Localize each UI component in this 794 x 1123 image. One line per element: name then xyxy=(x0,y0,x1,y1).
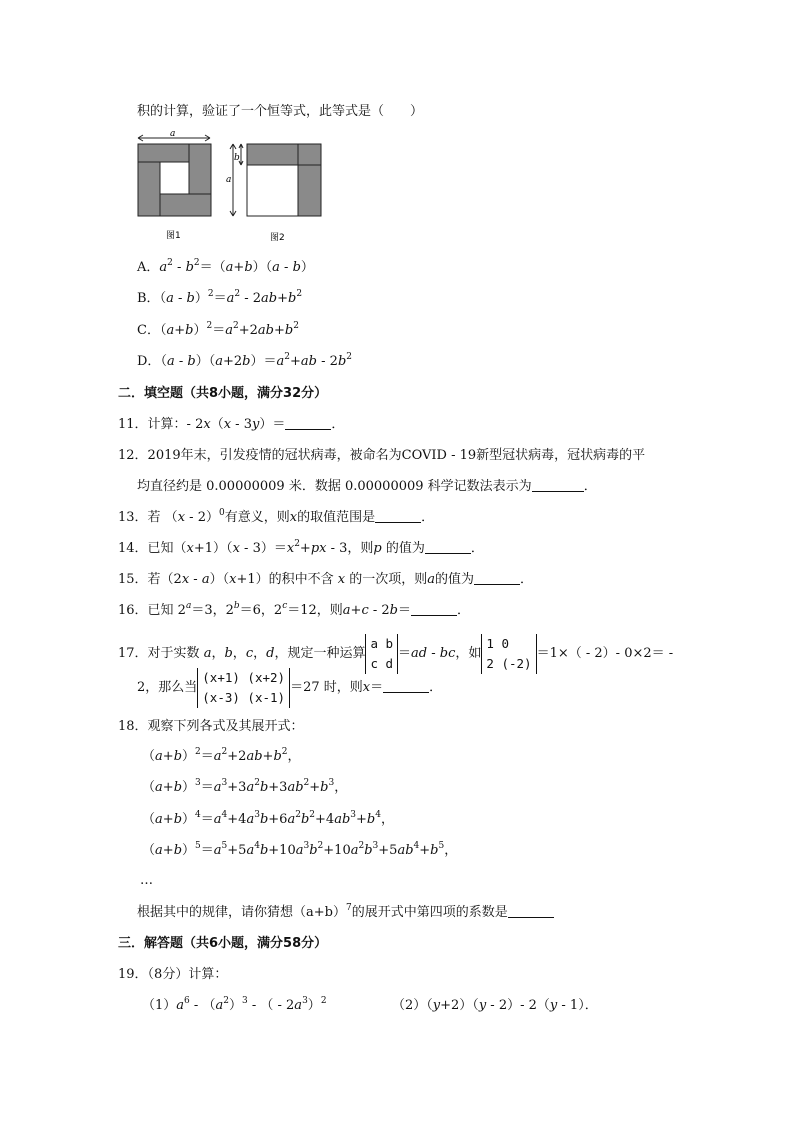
det-question: (x+1) (x+2) (x-3) (x-1) xyxy=(197,668,290,708)
section-3-heading: 三．解答题（共6小题，满分58分） xyxy=(118,936,328,951)
figure-2 xyxy=(224,130,324,245)
question-14: 14．已知$(x+1)(x - 3)=x^2+px - 3$，则p 的值为 ． xyxy=(118,539,484,556)
question-13: 13．若 （x - 2）$^0$有意义，则x的取值范围是 ． xyxy=(118,508,435,525)
question-19-title: 19．（8分）计算： xyxy=(118,967,228,982)
fig1-caption: 图1 xyxy=(166,231,181,241)
question-19-part1: $(1)a^6 - (a^2)^3$ - （ - $2a^3)^2$ xyxy=(142,996,327,1013)
question-16: 16．已知 $2^a=3$，$2^b=6$，$2^c=12$，则a+c - 2b＝ ． xyxy=(118,601,471,618)
expansion-5: $(a+b)^5=a^5+5a^4b+10a^3b^2+10a^2b^3+5ab^4+b^5$， xyxy=(142,841,458,858)
expansion-3: $(a+b)^3=a^3+3a^2b+3ab^2+b^3$， xyxy=(142,778,348,795)
question-12-line1: 12．2019年末，引发疫情的冠状病毒，被命名为COVID - 19新型冠状病毒，冠状病毒的平 xyxy=(118,448,646,463)
question-intro-line: 积的计算，验证了一个恒等式，此等式是（ ） xyxy=(137,104,424,119)
option-c: C．$(a+b)^2=a^2+2ab+b^2$ xyxy=(137,321,299,338)
fig1-dim-a: a xyxy=(170,130,176,139)
ellipsis: … xyxy=(140,873,153,888)
fig2-dim-b: b xyxy=(234,153,240,163)
fig2-caption: 图2 xyxy=(270,233,285,243)
section-2-heading: 二．填空题（共8小题，满分32分） xyxy=(118,386,328,401)
expansion-2: $(a+b)^2=a^2+2ab+b^2$， xyxy=(142,747,301,764)
option-b: B．$(a - b)^2=a^2 - 2ab+b^2$ xyxy=(137,289,303,306)
expansion-4: $(a+b)^4=a^4+4a^3b+6a^2b^2+4ab^3+b^4$， xyxy=(142,810,394,827)
question-15: 15．若（2x - a）（x+1）的积中不含 x 的一次项，则a的值为 ． xyxy=(118,572,534,587)
question-19-part2: （2）（y+2）（y - 2）- 2（y - 1）． xyxy=(392,998,598,1013)
det-abcd: a b c d xyxy=(365,634,398,674)
question-11: 11．计算：- 2x（x - 3y）＝ ． xyxy=(118,417,345,432)
fig2-dim-a: a xyxy=(226,175,232,185)
question-17-line1: 17．对于实数 a，b，c，d，规定一种运算 a b c d ＝ad - bc，如 1 0 2 (-2) ＝1×（ - 2）- 0×2＝ - xyxy=(118,632,673,676)
question-12-line2: 均直径约是 0.00000009 米．数据 0.00000009 科学记数法表示为 ． xyxy=(137,479,597,494)
question-17-line2: 2，那么当 (x+1) (x+2) (x-3) (x-1) ＝27 时，则x＝ ． xyxy=(137,666,442,710)
question-18-title: 18．观察下列各式及其展开式： xyxy=(118,719,304,734)
figure-1 xyxy=(134,130,218,245)
option-d: D．$(a - b)(a+2b)=a^2+ab - 2b^2$ xyxy=(137,352,352,369)
option-a: A．$a^2 - b^2=(a+b)(a - b)$ xyxy=(137,258,314,275)
question-18-conclusion: 根据其中的规律，请你猜想$(a+b)^7$的展开式中第四项的系数是 xyxy=(137,904,554,922)
det-example: 1 0 2 (-2) xyxy=(481,634,536,674)
